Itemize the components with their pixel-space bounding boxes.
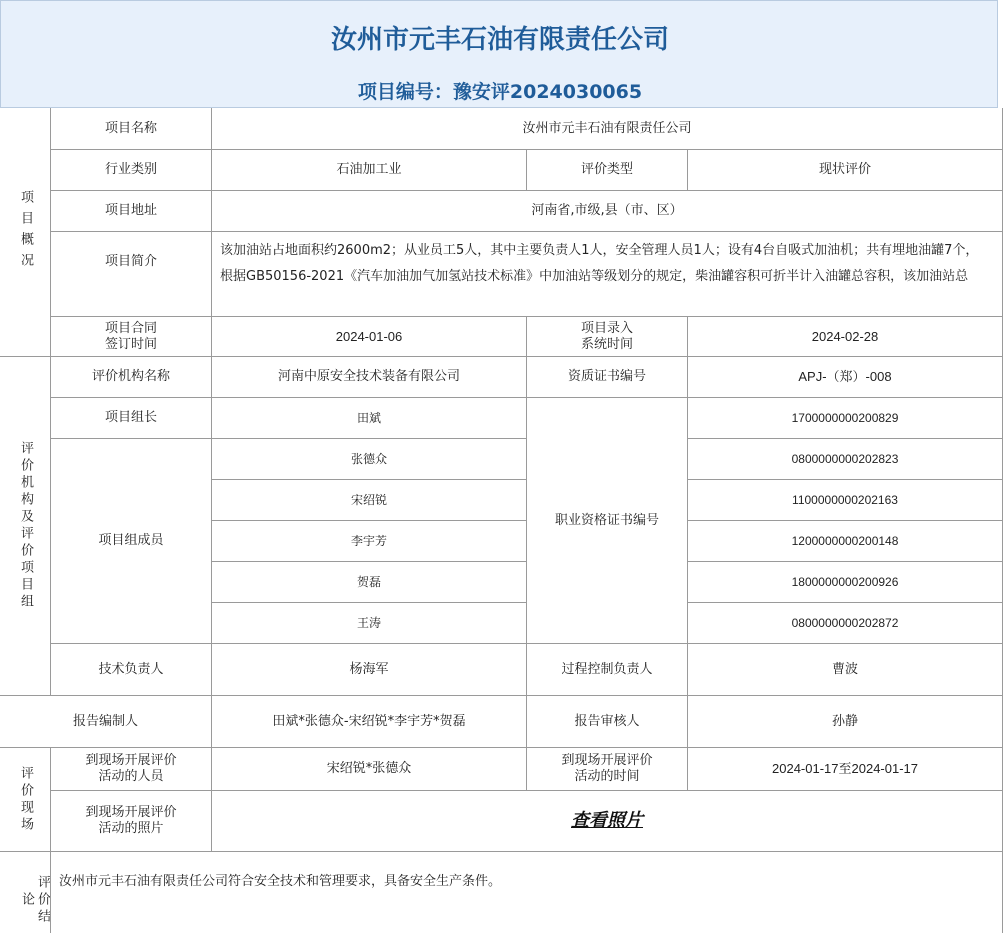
site-photos-cell [212,791,1003,852]
section-label-site: 评价现场 [0,748,51,852]
entry-time-label-line-1: 项目录入 [580,320,633,336]
process-lead-label: 过程控制负责人 [527,644,688,696]
contract-time-label-line-2: 签订时间 [104,336,157,352]
member-cert: 1800000000200926 [688,562,1003,603]
section-label-agency: 评价机构及评价项目组 [0,357,51,696]
tech-lead-label: 技术负责人 [51,644,212,696]
entry-time-value: 2024-02-28 [688,317,1003,357]
member-name: 宋绍锐 [212,480,527,521]
summary-line-1: 该加油站占地面积约2600m2；从业员工5人，其中主要负责人1人，安全管理人员1人；设有4台自吸式加油机；共有埋地油罐7个， [220,243,979,258]
member-cert: 0800000000202823 [688,439,1003,480]
site-photos-label-line-1: 到现场开展评价 [85,805,177,820]
eval-type-label: 评价类型 [527,150,688,191]
contract-time-value: 2024-01-06 [212,317,527,357]
summary-line-2: 根据GB50156-2021《汽车加油加气加氢站技术标准》中加油站等级划分的规定，柴油罐容积可折半计入油罐总容积，该加油站总 [220,269,969,284]
leader-name: 田斌 [212,398,527,439]
org-name-value: 河南中原安全技术装备有限公司 [212,357,527,398]
site-people-label-line-1: 到现场开展评价 [85,753,177,768]
site-time-label-line-2: 活动的时间 [574,769,640,784]
project-name-label: 项目名称 [51,108,212,150]
qual-cert-label: 资质证书编号 [527,357,688,398]
view-photos-link[interactable]: 查看照片 [571,810,643,831]
site-time-label [527,748,688,791]
prof-cert-label: 职业资格证书编号 [527,398,688,644]
section-label-conclusion: 评价结论 [0,852,51,933]
org-name-label: 评价机构名称 [51,357,212,398]
address-label: 项目地址 [51,191,212,232]
tech-lead-value: 杨海军 [212,644,527,696]
industry-label: 行业类别 [51,150,212,191]
eval-type-value: 现状评价 [688,150,1003,191]
reviewer-value: 孙静 [688,696,1003,748]
section-label-overview: 项目概况 [0,108,51,357]
contract-time-label [51,317,212,357]
address-value: 河南省,市级,县（市、区） [212,191,1003,232]
project-code: 项目编号：豫安评2024030065 [357,81,643,103]
qual-cert-value: APJ-（郑）-008 [688,357,1003,398]
member-name: 贺磊 [212,562,527,603]
summary-value [212,232,1003,317]
entry-time-label [527,317,688,357]
site-photos-label [51,791,212,852]
leader-label: 项目组长 [51,398,212,439]
compiler-label: 报告编制人 [0,696,212,748]
site-people-label [51,748,212,791]
site-photos-label-line-2: 活动的照片 [98,821,164,836]
page-header [0,0,998,108]
site-people-value: 宋绍锐*张德众 [212,748,527,791]
member-cert: 1100000000202163 [688,480,1003,521]
compiler-value: 田斌*张德众-宋绍锐*李宇芳*贺磊 [212,696,527,748]
contract-time-label-line-1: 项目合同 [104,320,157,336]
member-name: 王涛 [212,603,527,644]
member-name: 张德众 [212,439,527,480]
members-label: 项目组成员 [51,439,212,644]
summary-label: 项目简介 [51,232,212,317]
project-name-value: 汝州市元丰石油有限责任公司 [212,108,1003,150]
industry-value: 石油加工业 [212,150,527,191]
member-cert: 0800000000202872 [688,603,1003,644]
site-time-value: 2024-01-17至2024-01-17 [688,748,1003,791]
process-lead-value: 曹波 [688,644,1003,696]
entry-time-label-line-2: 系统时间 [580,336,633,352]
site-people-label-line-2: 活动的人员 [98,769,164,784]
conclusion-text: 汝州市元丰石油有限责任公司符合安全技术和管理要求，具备安全生产条件。 [51,852,1003,933]
reviewer-label: 报告审核人 [527,696,688,748]
member-name: 李宇芳 [212,521,527,562]
company-title: 汝州市元丰石油有限责任公司 [330,25,669,55]
member-cert: 1200000000200148 [688,521,1003,562]
leader-cert: 1700000000200829 [688,398,1003,439]
site-time-label-line-1: 到现场开展评价 [561,753,653,768]
